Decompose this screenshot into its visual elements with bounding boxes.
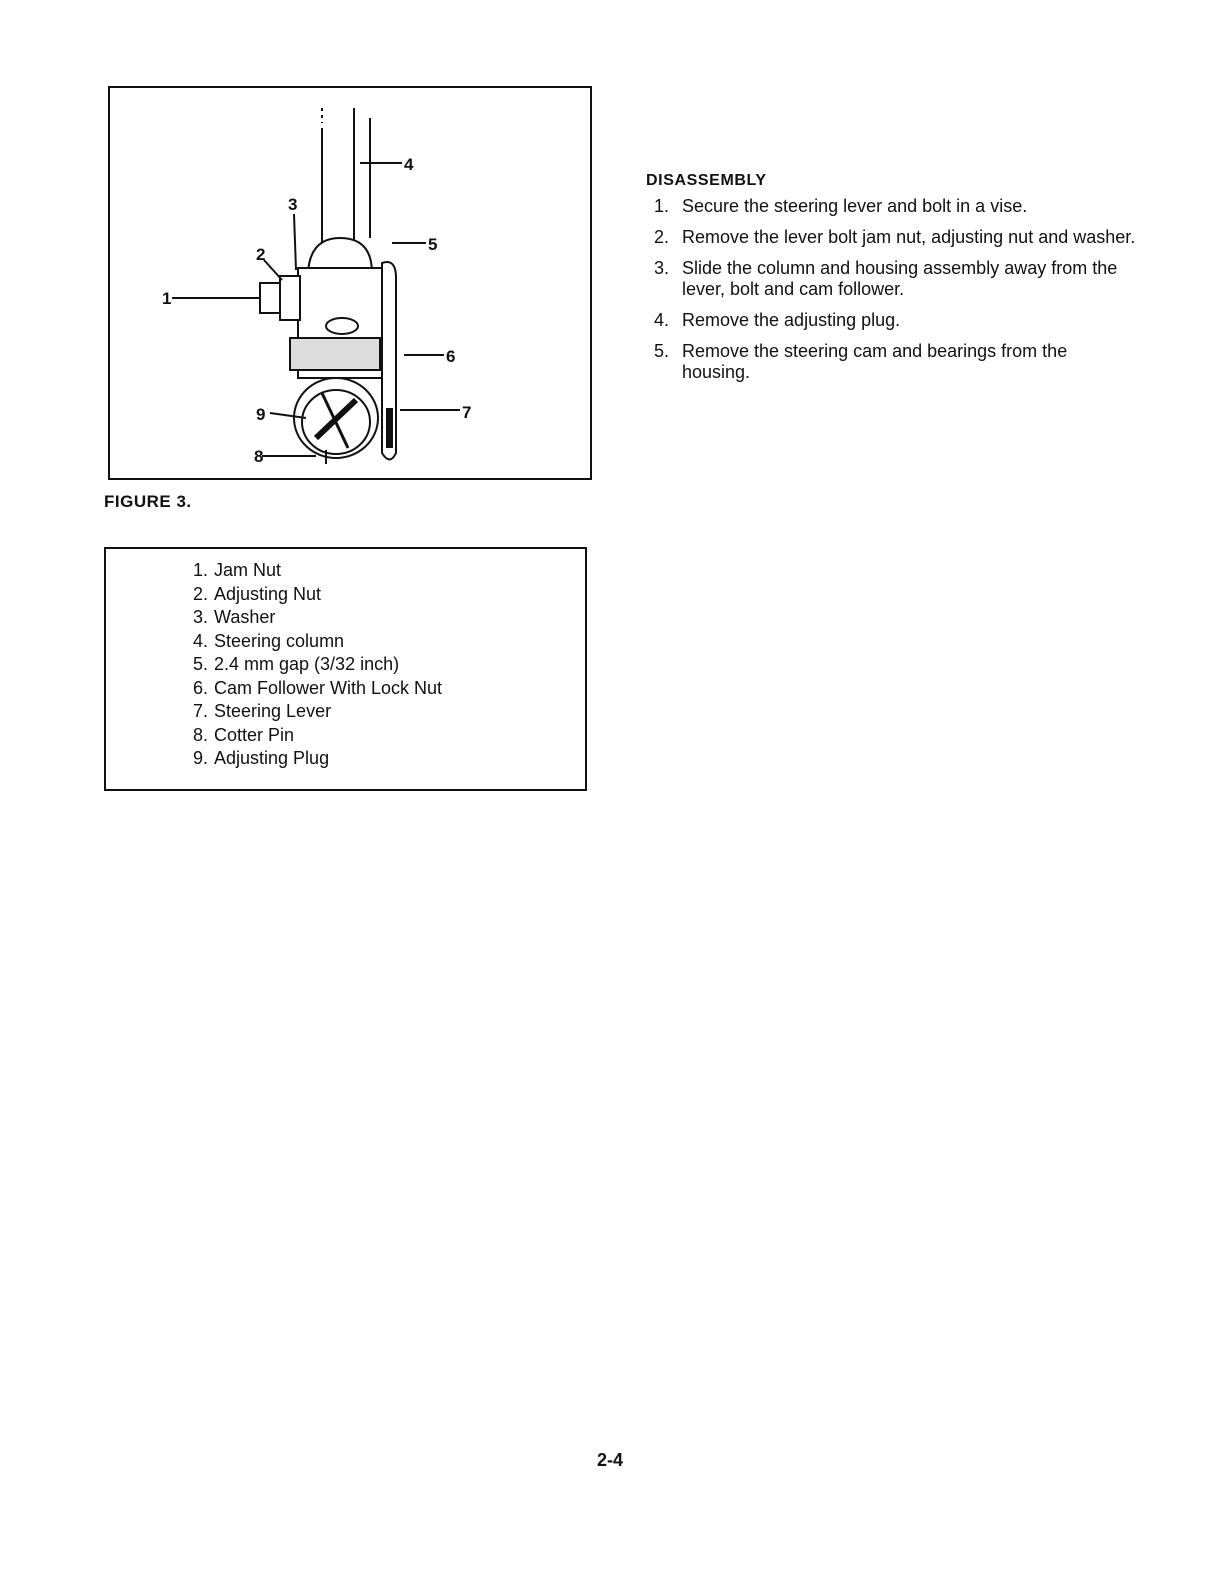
figure-3-illustration [108, 86, 592, 480]
disassembly-section [646, 172, 1136, 393]
page-number: 2-4 [596, 1450, 623, 1470]
figure-caption: FIGURE 3. [104, 492, 192, 511]
step-item: 4. Remove the adjusting plug. [654, 310, 901, 330]
step-item: 1. Secure the steering lever and bolt in a vise. [654, 196, 1028, 216]
legend-item: 9. Adjusting Plug [192, 748, 330, 768]
steering-assembly-drawing [110, 88, 590, 478]
callout-6: 6 [446, 347, 456, 366]
section-heading: DISASSEMBLY [646, 172, 767, 189]
callout-2: 2 [256, 245, 266, 264]
legend-list [176, 559, 442, 771]
disassembly-steps [646, 196, 1136, 383]
legend-item: 3. Washer [192, 607, 276, 627]
callout-3: 3 [288, 195, 298, 214]
callout-4: 4 [404, 155, 414, 174]
callout-1: 1 [162, 289, 172, 308]
legend-item: 5. 2.4 mm gap (3/32 inch) [192, 654, 400, 674]
step-item: 3. Slide the column and housing assembly away from the lever, bolt and cam follower. [654, 258, 1118, 299]
callout-5: 5 [428, 235, 438, 254]
callout-8: 8 [254, 447, 264, 466]
step-item: 2. Remove the lever bolt jam nut, adjusting nut and washer. [654, 227, 1136, 247]
legend-item: 7. Steering Lever [192, 701, 332, 721]
legend-item: 4. Steering column [192, 630, 345, 651]
legend-item: 1. Jam Nut [192, 560, 282, 580]
callout-7: 7 [462, 403, 472, 422]
legend-item: 2. Adjusting Nut [192, 583, 322, 604]
legend-item: 8. Cotter Pin [192, 724, 295, 745]
callout-9: 9 [256, 405, 266, 424]
figure-legend [104, 547, 587, 791]
legend-item: 6. Cam Follower With Lock Nut [192, 677, 443, 698]
step-item: 5. Remove the steering cam and bearings from the housing. [654, 341, 1068, 382]
